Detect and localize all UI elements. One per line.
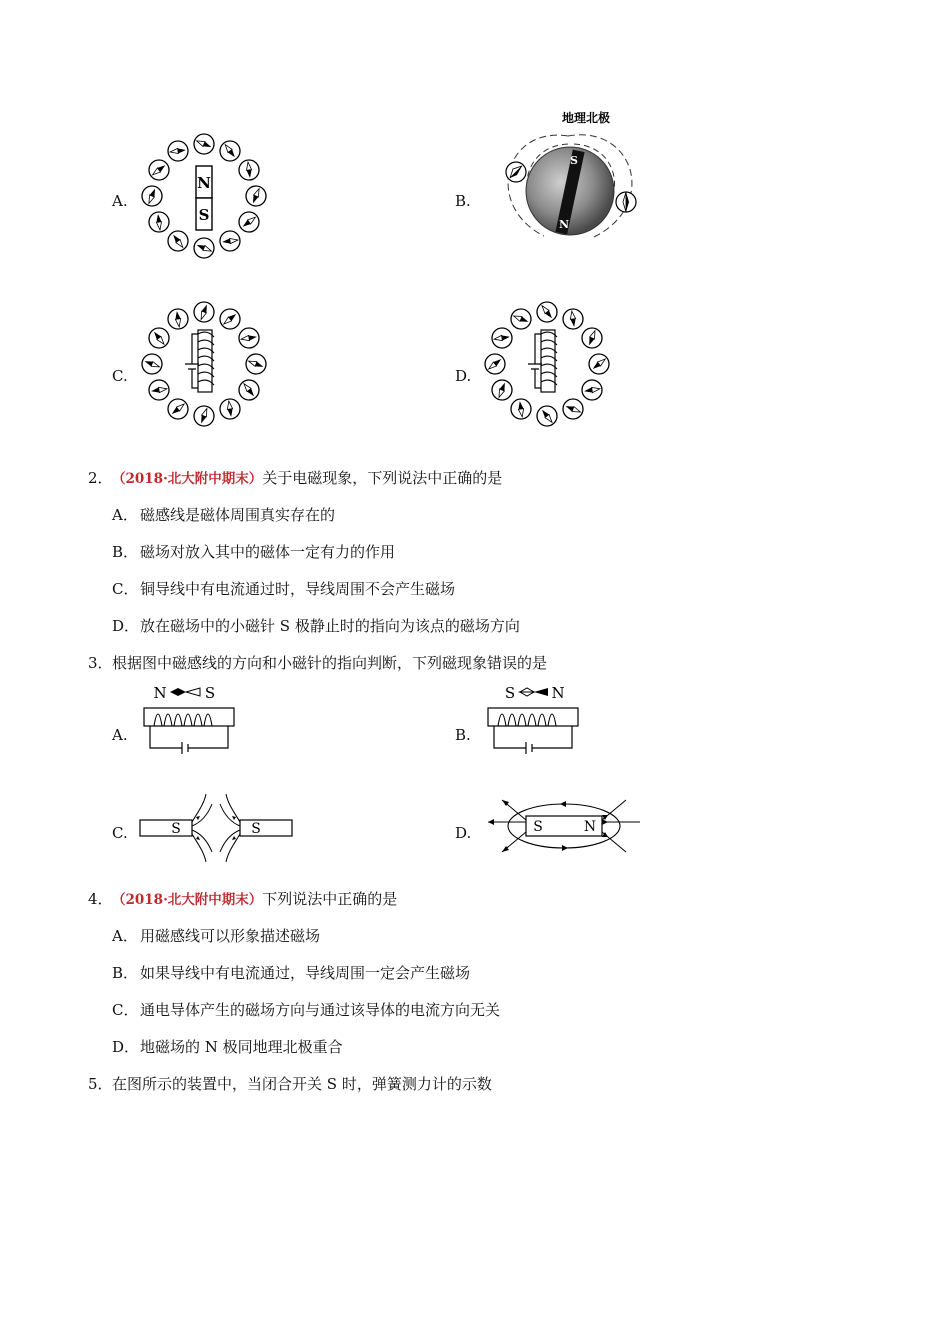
compass-icon: [149, 380, 169, 400]
question-4-stem: [88, 888, 397, 909]
compass-icon: [563, 309, 583, 329]
solenoid-core: [144, 708, 234, 726]
compass-icon: [194, 238, 214, 258]
earth-north-pole-label: N: [558, 218, 570, 231]
q1-option-a-label: A.: [112, 192, 128, 210]
question-4-choice-a: A． 用磁感线可以形象描述磁场: [112, 927, 321, 945]
compass-icon: [485, 354, 505, 374]
question-2-choice-c: C． 铜导线中有电流通过时，导线周围不会产生磁场: [112, 580, 456, 598]
question-2-stem: [88, 467, 502, 488]
question-5-number: 5．: [88, 1075, 113, 1093]
battery-circuit: [150, 726, 228, 754]
battery-circuit: [185, 334, 199, 388]
magnet-left: [140, 820, 192, 836]
compass-icon: [194, 302, 214, 322]
compass-needle: [520, 688, 548, 696]
needle-right-label: S: [204, 684, 216, 702]
compass-icon: [246, 186, 266, 206]
needle-left-label: N: [153, 684, 167, 702]
compass-icon: [168, 309, 188, 329]
compass-icon: [537, 302, 557, 322]
compass-icon: [563, 399, 583, 419]
compass-icon: [142, 354, 162, 374]
field-lines: [192, 794, 240, 862]
q1-figure-d: [483, 300, 613, 432]
magnet-north-label: N: [197, 174, 211, 192]
compass-icon: [194, 406, 214, 426]
compass-right: [616, 192, 636, 212]
needle-left-label: S: [504, 684, 516, 702]
question-3-number: 3．: [88, 654, 113, 672]
question-5-text: 在图所示的装置中，当闭合开关 S 时，弹簧测力计的示数: [112, 1075, 492, 1093]
q1-figure-a: [140, 132, 270, 264]
compass-icon: [220, 141, 240, 161]
q3-figure-b: [482, 682, 584, 762]
compass-icon: [239, 328, 259, 348]
magnet-right-pole-label: S: [251, 821, 261, 837]
compass-icon: [168, 399, 188, 419]
question-3-text: 根据图中磁感线的方向和小磁针的指向判断，下列磁现象错误的是: [112, 654, 548, 672]
question-4-number: 4．: [88, 890, 113, 908]
question-2-choice-b: B． 磁场对放入其中的磁体一定有力的作用: [112, 543, 396, 561]
q3-option-a-label: A.: [112, 726, 128, 744]
question-3-stem: [88, 652, 547, 673]
geographic-north-caption: 地理北极: [561, 111, 611, 125]
compass-left: [506, 162, 526, 182]
compass-icon: [537, 406, 557, 426]
compass-icon: [142, 186, 162, 206]
compass-icon: [220, 309, 240, 329]
compass-icon: [239, 380, 259, 400]
needle-right-label: N: [551, 684, 565, 702]
compass-icon: [168, 141, 188, 161]
compass-needle: [170, 688, 200, 696]
q3-figure-a: [138, 682, 240, 762]
q3-figure-d: [484, 792, 644, 862]
q3-figure-c: [138, 792, 294, 864]
question-4-choice-d: D．地磁场的 N 极同地理北极重合: [112, 1038, 343, 1056]
question-4-choice-b: B． 如果导线中有电流通过，导线周围一定会产生磁场: [112, 964, 471, 982]
compass-icon: [149, 160, 169, 180]
q1-option-c-label: C.: [112, 367, 128, 385]
q3-option-d-label: D.: [455, 824, 472, 842]
q1-figure-c: [140, 300, 270, 432]
question-4-source: （2018·北大附中期末）: [112, 892, 263, 908]
question-5-stem: [88, 1073, 492, 1094]
compass-icon: [511, 309, 531, 329]
earth-south-pole-label: S: [570, 154, 578, 167]
solenoid-core: [488, 708, 578, 726]
question-2-choice-d: D．放在磁场中的小磁针 S 极静止时的指向为该点的磁场方向: [112, 617, 520, 635]
compass-icon: [492, 380, 512, 400]
compass-icon: [589, 354, 609, 374]
battery-circuit: [494, 726, 572, 754]
q1-option-b-label: B.: [455, 192, 471, 210]
compass-icon: [220, 399, 240, 419]
solenoid-coil: [541, 330, 557, 392]
magnet-left-pole-label: S: [533, 819, 543, 835]
compass-icon: [246, 354, 266, 374]
q3-option-c-label: C.: [112, 824, 128, 842]
question-2-number: 2．: [88, 469, 113, 487]
solenoid-coil: [198, 330, 214, 392]
compass-icon: [149, 328, 169, 348]
compass-icon: [239, 212, 259, 232]
compass-icon: [239, 160, 259, 180]
magnet-right: [240, 820, 292, 836]
compass-icon: [582, 380, 602, 400]
question-2-choice-a: A． 磁感线是磁体周围真实存在的: [112, 506, 336, 524]
q1-figure-b: [484, 106, 660, 262]
question-2-source: （2018·北大附中期末）: [112, 471, 263, 487]
magnet-south-label: S: [198, 206, 210, 224]
compass-icon: [492, 328, 512, 348]
q3-option-b-label: B.: [455, 726, 471, 744]
magnet-right-pole-label: N: [583, 819, 597, 835]
compass-icon: [149, 212, 169, 232]
magnet-left-pole-label: S: [171, 821, 181, 837]
question-4-choice-c: C． 通电导体产生的磁场方向与通过该导体的电流方向无关: [112, 1001, 501, 1019]
battery-circuit: [528, 334, 542, 388]
question-4-text: 下列说法中正确的是: [262, 890, 398, 908]
compass-icon: [511, 399, 531, 419]
compass-icon: [194, 134, 214, 154]
compass-icon: [168, 231, 188, 251]
compass-icon: [582, 328, 602, 348]
compass-icon: [220, 231, 240, 251]
question-2-text: 关于电磁现象，下列说法中正确的是: [262, 469, 503, 487]
q1-option-d-label: D.: [455, 367, 472, 385]
